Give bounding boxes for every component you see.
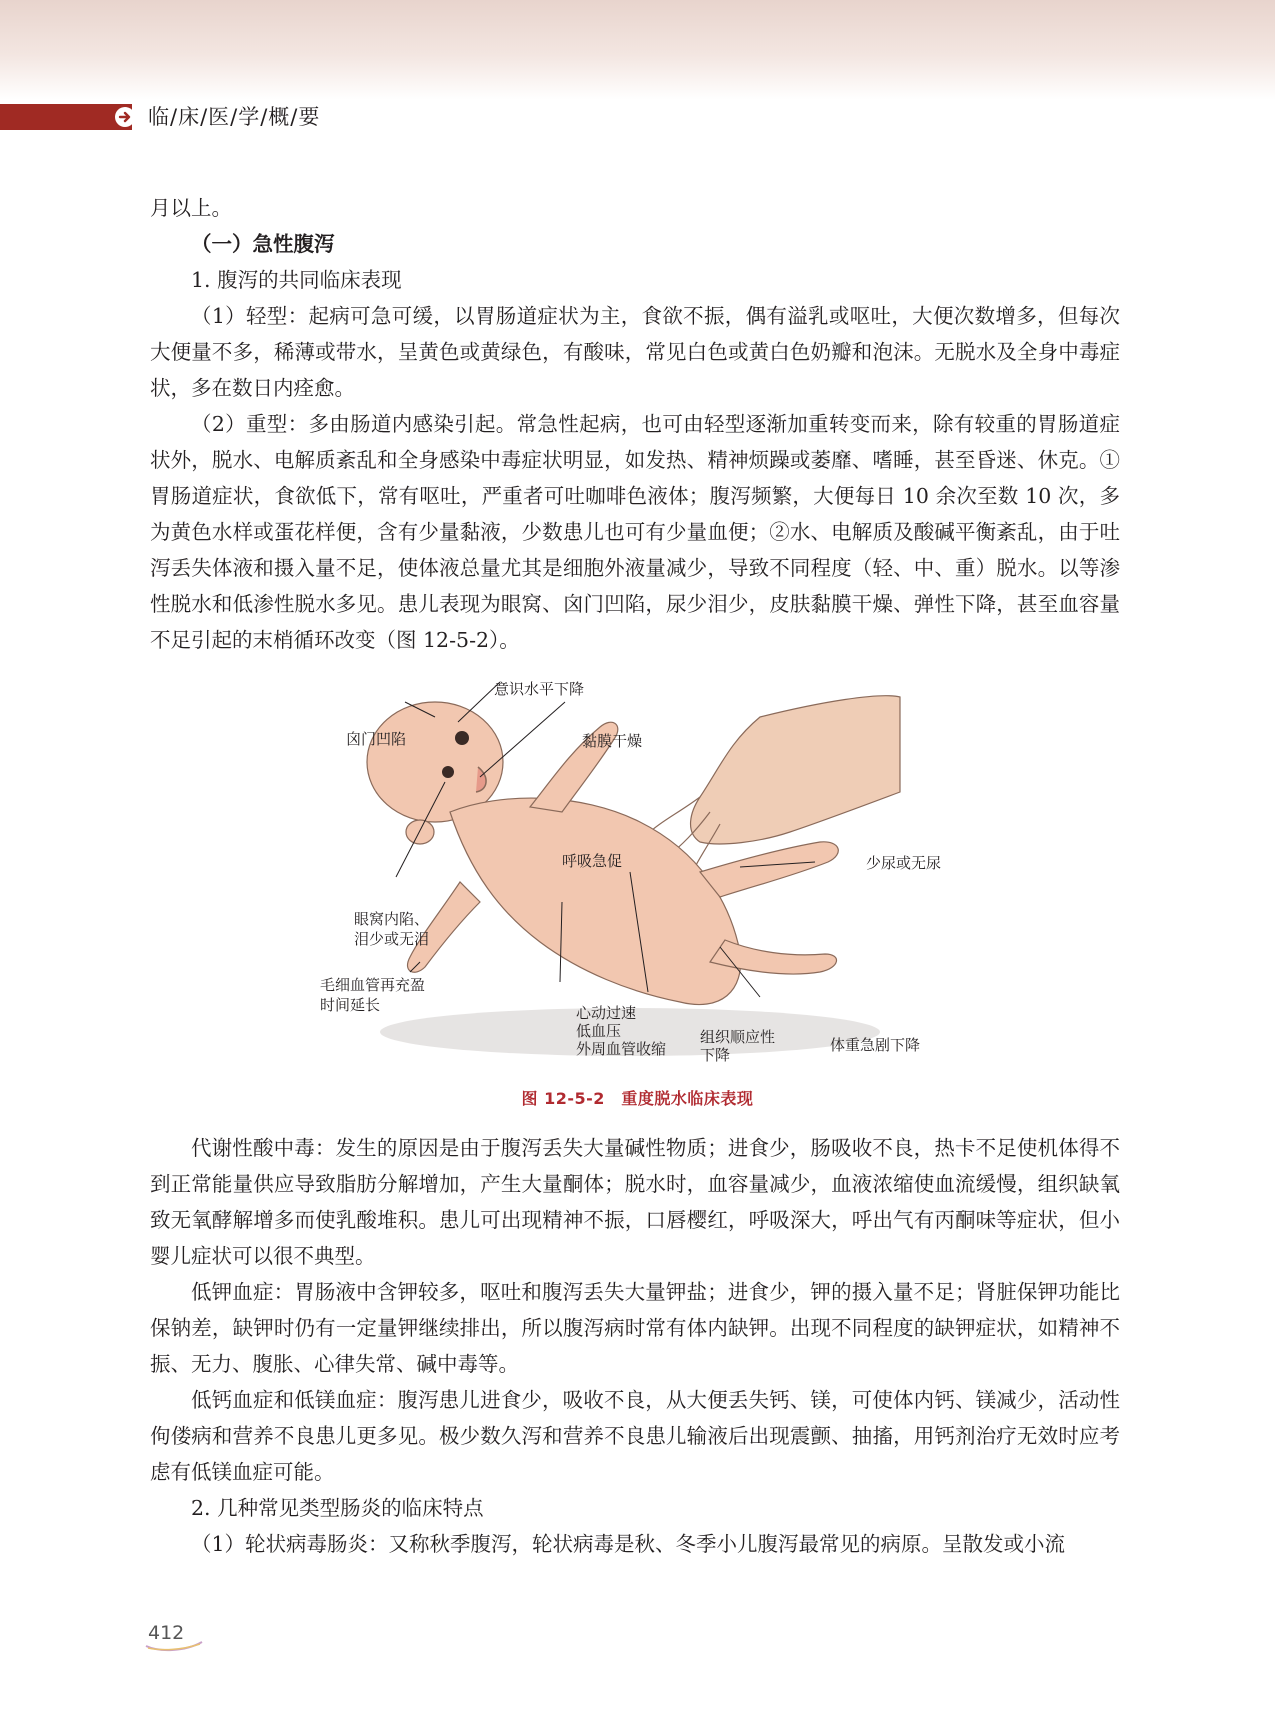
paragraph: 月以上。 [150, 196, 232, 220]
subsection-heading: 2. 几种常见类型肠炎的临床特点 [191, 1496, 484, 1520]
paragraph: （1）轮状病毒肠炎：又称秋季腹泻，轮状病毒是秋、冬季小儿腹泻最常见的病原。呈散发或小流 [191, 1532, 1066, 1556]
paragraph: （1）轻型：起病可急可缓，以胃肠道症状为主，食欲不振，偶有溢乳或呕吐，大便次数增多，但每次大便量不多，稀薄或带水，呈黄色或黄绿色，有酸味，常见白色或黄白色奶瓣和泡沫。无脱水及全身中毒症状，多在数日内痊愈。 [150, 304, 1120, 400]
figure-caption: 图 12-5-2 重度脱水临床表现 [521, 1089, 754, 1108]
label-heart-2: 低血压 [576, 1022, 622, 1040]
body-text-bottom [150, 1130, 1120, 1562]
page-number-swoosh [144, 1636, 204, 1652]
top-gradient-band [0, 0, 1275, 100]
paragraph: （2）重型：多由肠道内感染引起。常急性起病，也可由轻型逐渐加重转变而来，除有较重的胃肠道症状外，脱水、电解质紊乱和全身感染中毒症状明显，如发热、精神烦躁或萎靡、嗜睡，甚至昏迷、休克。①胃肠道症状，食欲低下，常有呕吐，严重者可吐咖啡色液体；腹泻频繁，大便每日 10 余次至数 10 次，多为黄色水样或蛋花样便，含有少量黏液，少数患儿也可有少量血便；②水、电解质及酸碱平衡紊乱，由于吐泻丢失体液和摄入量不足，使体液总量尤其是细胞外液量减少，导致不同程度（轻、中、重）脱水。以等渗性脱水和低渗性脱水多见。患儿表现为眼窝、囟门凹陷，尿少泪少，皮肤黏膜干燥、弹性下降，甚至血容量不足引起的末梢循环改变（图 12-5-2）。 [150, 412, 1120, 652]
label-consciousness: 意识水平下降 [494, 680, 585, 698]
label-fontanel: 囟门凹陷 [346, 730, 407, 748]
label-heart-3: 外周血管收缩 [576, 1040, 667, 1058]
label-urine: 少尿或无尿 [866, 854, 942, 872]
label-eyes-2: 泪少或无泪 [354, 930, 430, 948]
running-header [0, 104, 1275, 130]
label-weight: 体重急剧下降 [830, 1036, 921, 1054]
label-capillary-1: 毛细血管再充盈 [320, 976, 426, 994]
book-title: 临/床/医/学/概/要 [148, 105, 321, 129]
label-mucosa: 黏膜干燥 [582, 732, 643, 750]
paragraph: 低钾血症：胃肠液中含钾较多，呕吐和腹泻丢失大量钾盐；进食少，钾的摄入量不足；肾脏保钾功能比保钠差，缺钾时仍有一定量钾继续排出，所以腹泻病时常有体内缺钾。出现不同程度的缺钾症状，如精神不振、无力、腹胀、心律失常、碱中毒等。 [150, 1280, 1120, 1376]
label-capillary-2: 时间延长 [320, 996, 381, 1014]
subsection-heading: 1. 腹泻的共同临床表现 [191, 268, 402, 292]
arrow-right-circle-icon [115, 107, 135, 127]
dehydration-figure [300, 672, 980, 1072]
label-eyes-1: 眼窝内陷、 [354, 910, 430, 928]
paragraph: 低钙血症和低镁血症：腹泻患儿进食少，吸收不良，从大便丢失钙、镁，可使体内钙、镁减少，活动性佝偻病和营养不良患儿更多见。极少数久泻和营养不良患儿输液后出现震颤、抽搐，用钙剂治疗无效时应考虑有低镁血症可能。 [150, 1388, 1120, 1484]
label-breathing: 呼吸急促 [562, 852, 623, 870]
page-number: 412 [148, 1622, 185, 1644]
paragraph: 代谢性酸中毒：发生的原因是由于腹泻丢失大量碱性物质；进食少，肠吸收不良，热卡不足使机体得不到正常能量供应导致脂肪分解增加，产生大量酮体；脱水时，血容量减少，血液浓缩使血流缓慢，组织缺氧致无氧酵解增多而使乳酸堆积。患儿可出现精神不振，口唇樱红，呼吸深大，呼出气有丙酮味等症状，但小婴儿症状可以很不典型。 [150, 1136, 1120, 1268]
label-tissue-2: 下降 [700, 1046, 731, 1064]
label-tissue-1: 组织顺应性 [700, 1028, 776, 1046]
section-heading: （一）急性腹泻 [191, 232, 335, 256]
label-heart-1: 心动过速 [576, 1004, 637, 1022]
body-text-top [150, 190, 1120, 658]
header-red-bar [0, 104, 132, 130]
